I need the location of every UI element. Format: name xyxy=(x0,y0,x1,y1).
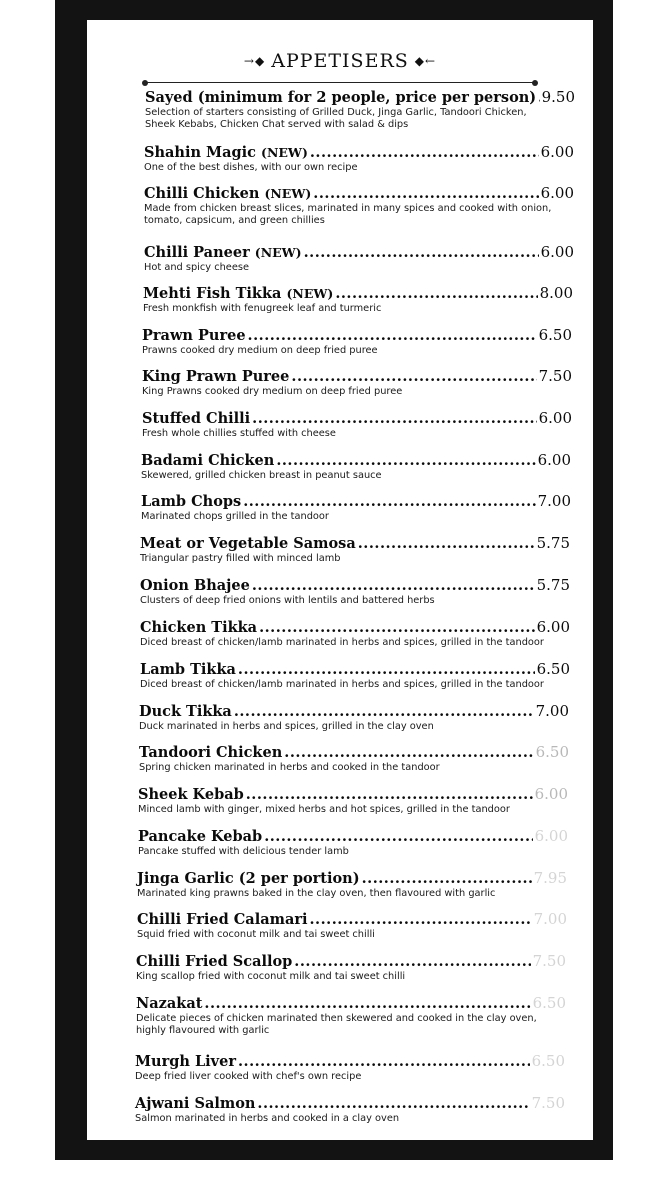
menu-item xyxy=(140,618,570,649)
section-heading xyxy=(87,50,593,72)
dot-leader xyxy=(252,577,535,595)
dish-name-text: Chilli Paneer xyxy=(144,244,250,261)
dish-name xyxy=(139,744,282,762)
menu-item-row xyxy=(139,702,569,721)
dish-price: 6.00 xyxy=(540,184,574,202)
menu-item xyxy=(144,243,574,274)
dish-description: Prawns cooked dry medium on deep fried puree xyxy=(142,345,378,356)
dot-leader xyxy=(358,535,535,553)
dish-name-text: Shahin Magic xyxy=(144,144,256,161)
menu-item xyxy=(145,88,575,131)
menu-item xyxy=(139,743,569,774)
menu-item-row xyxy=(140,618,570,637)
dish-name-text: Murgh Liver xyxy=(135,1053,236,1070)
dish-name xyxy=(145,89,536,107)
dish-name xyxy=(135,1095,255,1113)
menu-item-row xyxy=(136,952,566,971)
dish-price: 6.00 xyxy=(538,409,572,427)
section-title: APPETISERS xyxy=(271,50,409,72)
right-ornament-icon: ◆← xyxy=(414,54,437,68)
dot-leader xyxy=(310,144,539,162)
dish-description: Pancake stuffed with delicious tender lamb xyxy=(138,846,349,857)
dish-name xyxy=(139,703,232,721)
dish-description: Fresh monkfish with fenugreek leaf and turmeric xyxy=(143,303,382,314)
dish-name-text: Nazakat xyxy=(136,995,203,1012)
dish-name-text: Lamb Tikka xyxy=(140,661,236,678)
menu-item xyxy=(144,184,574,227)
dish-price: 6.00 xyxy=(534,785,568,803)
dot-leader xyxy=(238,1053,530,1071)
menu-item xyxy=(136,994,566,1037)
dish-name xyxy=(144,144,308,162)
menu-item xyxy=(142,326,572,357)
dish-name xyxy=(136,953,292,971)
dish-description: Minced lamb with ginger, mixed herbs and hot spices, grilled in the tandoor xyxy=(138,804,510,815)
dish-price: 5.75 xyxy=(536,576,570,594)
dish-name xyxy=(142,368,289,386)
new-badge: (NEW) xyxy=(286,286,334,301)
dot-leader xyxy=(291,368,536,386)
menu-item xyxy=(141,451,571,482)
menu-item-row xyxy=(144,184,574,203)
dish-description: Skewered, grilled chicken breast in peanut sauce xyxy=(141,470,382,481)
dish-name-text: Chilli Chicken xyxy=(144,185,260,202)
dot-leader xyxy=(257,1095,529,1113)
menu-item-row xyxy=(143,284,573,303)
menu-item xyxy=(137,869,567,900)
dish-price: 6.50 xyxy=(536,660,570,678)
menu-item-row xyxy=(140,660,570,679)
dot-leader xyxy=(276,452,535,470)
dish-name-text: Tandoori Chicken xyxy=(139,744,283,761)
dish-price: 6.00 xyxy=(536,618,570,636)
dish-name xyxy=(143,285,333,303)
dot-leader xyxy=(204,995,530,1013)
dish-price: 6.00 xyxy=(540,243,574,261)
dish-description: highly flavoured with garlic xyxy=(136,1025,270,1036)
dish-name xyxy=(137,870,360,888)
dish-name-text: Chilli Fried Calamari xyxy=(137,911,308,928)
dish-price: 6.50 xyxy=(532,994,566,1012)
menu-item xyxy=(140,576,570,607)
menu-item xyxy=(140,534,570,565)
dish-name xyxy=(135,1053,236,1071)
dish-description: Delicate pieces of chicken marinated then skewered and cooked in the clay oven, xyxy=(136,1013,537,1024)
dish-description: Fresh whole chillies stuffed with cheese xyxy=(142,428,336,439)
menu-item xyxy=(138,785,568,816)
dish-name-text: King Prawn Puree xyxy=(142,368,290,385)
dish-description: Salmon marinated in herbs and cooked in a clay oven xyxy=(135,1113,400,1124)
dish-description: Marinated chops grilled in the tandoor xyxy=(141,511,329,522)
menu-item-row xyxy=(138,785,568,804)
menu-item xyxy=(135,1094,565,1125)
dish-price: 9.50 xyxy=(541,88,575,106)
menu-item-row xyxy=(140,576,570,595)
dish-name-text: Duck Tikka xyxy=(139,703,232,720)
dish-price: 5.75 xyxy=(536,534,570,552)
dish-name xyxy=(138,828,262,846)
dish-name-text: Sayed (minimum for 2 people, price per person) xyxy=(145,89,537,106)
dot-leader xyxy=(248,327,537,345)
dish-description: Clusters of deep fried onions with lentils and battered herbs xyxy=(140,595,435,606)
heading-divider xyxy=(145,80,535,86)
dot-leader xyxy=(246,786,533,804)
menu-item xyxy=(139,702,569,733)
menu-item-row xyxy=(139,743,569,762)
dish-description: One of the best dishes, with our own recipe xyxy=(144,162,358,173)
dot-leader xyxy=(264,828,532,846)
dot-leader xyxy=(238,661,535,679)
dish-price: 7.00 xyxy=(535,702,569,720)
menu-card xyxy=(55,0,613,1160)
dish-name-text: Jinga Garlic (2 per portion) xyxy=(137,870,360,887)
dish-description: Diced breast of chicken/lamb marinated in herbs and spices, grilled in the tandoor xyxy=(140,679,544,690)
dot-leader xyxy=(259,619,535,637)
menu-item-row xyxy=(141,492,571,511)
dish-price: 6.50 xyxy=(538,326,572,344)
dish-name-text: Onion Bhajee xyxy=(140,577,250,594)
dot-leader xyxy=(252,410,536,428)
dish-name xyxy=(137,911,308,929)
menu-item xyxy=(142,367,572,398)
dish-price: 7.50 xyxy=(538,367,572,385)
dot-leader xyxy=(294,953,530,971)
dish-name xyxy=(140,661,236,679)
dish-name xyxy=(140,577,250,595)
menu-item xyxy=(137,910,567,941)
dot-leader xyxy=(234,703,534,721)
dish-name xyxy=(142,410,250,428)
dot-leader xyxy=(243,493,535,511)
menu-item-row xyxy=(142,326,572,345)
dot-leader xyxy=(304,244,539,262)
dish-description: Selection of starters consisting of Grilled Duck, Jinga Garlic, Tandoori Chicken, xyxy=(145,107,527,118)
dish-name-text: Mehti Fish Tikka xyxy=(143,285,282,302)
dish-description: tomato, capsicum, and green chillies xyxy=(144,215,325,226)
dish-name-text: Stuffed Chilli xyxy=(142,410,251,427)
menu-item-row xyxy=(135,1094,565,1113)
dish-name xyxy=(144,244,302,262)
dish-name xyxy=(138,786,244,804)
menu-item xyxy=(140,660,570,691)
dish-price: 6.00 xyxy=(540,143,574,161)
menu-item xyxy=(136,952,566,983)
dish-name-text: Chicken Tikka xyxy=(140,619,258,636)
menu-item xyxy=(142,409,572,440)
dish-name xyxy=(142,327,246,345)
dish-name xyxy=(136,995,202,1013)
new-badge: (NEW) xyxy=(254,245,302,260)
dish-description: King Prawns cooked dry medium on deep fried puree xyxy=(142,386,403,397)
dish-name xyxy=(140,619,257,637)
menu-item-row xyxy=(137,869,567,888)
dish-name-text: Ajwani Salmon xyxy=(135,1095,256,1112)
dish-description: Spring chicken marinated in herbs and cooked in the tandoor xyxy=(139,762,440,773)
dish-name xyxy=(141,452,274,470)
menu-item-row xyxy=(142,409,572,428)
dish-price: 6.00 xyxy=(534,827,568,845)
dish-description: Hot and spicy cheese xyxy=(144,262,249,273)
dish-description: Made from chicken breast slices, marinated in many spices and cooked with onion, xyxy=(144,203,552,214)
dish-description: King scallop fried with coconut milk and tai sweet chilli xyxy=(136,971,406,982)
dot-leader xyxy=(310,911,532,929)
new-badge: (NEW) xyxy=(261,145,308,160)
menu-item-row xyxy=(142,367,572,386)
dish-description: Diced breast of chicken/lamb marinated in herbs and spices, grilled in the tandoor xyxy=(140,637,544,648)
dish-description: Deep fried liver cooked with chef's own recipe xyxy=(135,1071,362,1082)
dish-description: Triangular pastry filled with minced lamb xyxy=(140,553,341,564)
menu-item-row xyxy=(137,910,567,929)
dish-name-text: Prawn Puree xyxy=(142,327,246,344)
dish-price: 6.50 xyxy=(531,1052,565,1070)
menu-item-row xyxy=(135,1052,565,1071)
menu-item xyxy=(141,492,571,523)
left-ornament-icon: →◆ xyxy=(243,54,266,68)
dish-price: 6.50 xyxy=(535,743,569,761)
menu-item-row xyxy=(136,994,566,1013)
dish-name xyxy=(144,185,311,203)
menu-item xyxy=(143,284,573,315)
dish-price: 7.00 xyxy=(533,910,567,928)
menu-item-row xyxy=(144,243,574,262)
dish-price: 7.95 xyxy=(533,869,567,887)
dish-name-text: Sheek Kebab xyxy=(138,786,244,803)
dish-price: 7.00 xyxy=(537,492,571,510)
menu-panel xyxy=(87,20,593,1140)
dish-description: Duck marinated in herbs and spices, grilled in the clay oven xyxy=(139,721,434,732)
dish-price: 7.50 xyxy=(532,952,566,970)
dish-name-text: Badami Chicken xyxy=(141,452,275,469)
dish-name-text: Chilli Fried Scallop xyxy=(136,953,293,970)
dot-leader xyxy=(313,185,538,203)
dish-price: 6.00 xyxy=(537,451,571,469)
menu-item xyxy=(135,1052,565,1083)
new-badge: (NEW) xyxy=(264,186,312,201)
dot-leader xyxy=(538,89,539,107)
dish-name-text: Meat or Vegetable Samosa xyxy=(140,535,356,552)
menu-item xyxy=(144,143,574,174)
dish-name-text: Lamb Chops xyxy=(141,493,242,510)
dish-description: Marinated king prawns baked in the clay oven, then flavoured with garlic xyxy=(137,888,496,899)
dish-price: 8.00 xyxy=(539,284,573,302)
menu-item-row xyxy=(138,827,568,846)
dot-leader xyxy=(284,744,533,762)
dish-price: 7.50 xyxy=(531,1094,565,1112)
menu-item-row xyxy=(145,88,575,107)
menu-item-row xyxy=(140,534,570,553)
dish-name xyxy=(141,493,241,511)
dot-leader xyxy=(335,285,537,303)
menu-item xyxy=(138,827,568,858)
menu-item-row xyxy=(144,143,574,162)
dish-description: Squid fried with coconut milk and tai sweet chilli xyxy=(137,929,375,940)
dish-name xyxy=(140,535,356,553)
dot-leader xyxy=(362,870,532,888)
dish-description: Sheek Kebabs, Chicken Chat served with salad & dips xyxy=(145,119,409,130)
dish-name-text: Pancake Kebab xyxy=(138,828,263,845)
menu-item-row xyxy=(141,451,571,470)
